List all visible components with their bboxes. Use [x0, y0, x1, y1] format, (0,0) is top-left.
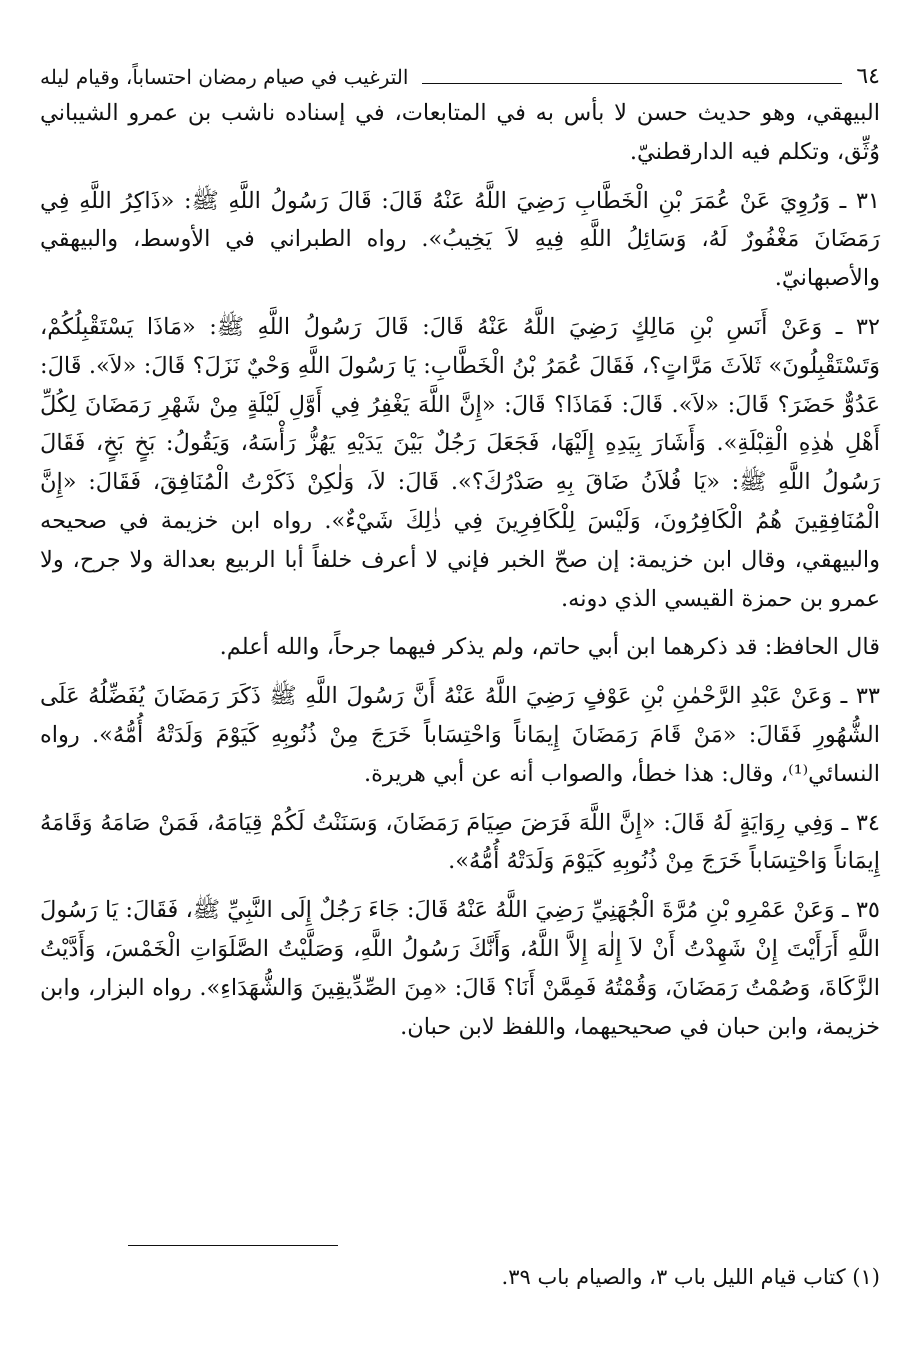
page-body [40, 94, 880, 1046]
footnote: (١) كتاب قيام الليل باب ٣، والصيام باب ٣٩. [501, 1265, 880, 1289]
book-page [40, 56, 880, 1056]
footnote-rule [128, 1245, 338, 1246]
hadith-34: ٣٤ ـ وَفِي رِوَايَةٍ لَهُ قَالَ: «إِنَّ اللَّهَ فَرَضَ صِيَامَ رَمَضَانَ، وَسَنَنْتُ لَكُمْ قِيَامَهُ، فَمَنْ صَامَهُ وَقَامَهُ إِيمَاناً وَاحْتِسَاباً خَرَجَ مِنْ ذُنُوبِهِ كَيَوْمَ وَلَدَتْهُ أُمُّهُ». [40, 809, 880, 875]
running-header [40, 56, 880, 88]
running-title: الترغيب في صيام رمضان احتساباً، وقيام ليله [40, 65, 409, 89]
header-rule [422, 83, 842, 84]
hadith-32: ٣٢ ـ وَعَنْ أَنَسِ بْنِ مَالِكٍ رَضِيَ اللَّهُ عَنْهُ قَالَ: قَالَ رَسُولُ اللَّهِ ﷺ: «مَاذَا يَسْتَقْبِلُكُمْ، وَتَسْتَقْبِلُونَ» ثَلاَثَ مَرَّاتٍ؟، فَقَالَ عُمَرُ بْنُ الْخَطَّابِ: يَا رَسُولَ اللَّهِ وَحْيٌ نَزَلَ؟ قَالَ: «لاَ». قَالَ: عَدُوٌّ حَضَرَ؟ قَالَ: «لاَ». قَالَ: فَمَاذَا؟ قَالَ: «إِنَّ اللَّهَ يَغْفِرُ فِي أَوَّلِ لَيْلَةٍ مِنْ شَهْرِ رَمَضَانَ لِكُلِّ أَهْلِ هٰذِهِ الْقِبْلَةِ». وَأَشَارَ بِيَدِهِ إِلَيْهَا، فَجَعَلَ رَجُلٌ بَيْنَ يَدَيْهِ يَهُزُّ رَأْسَهُ، وَيَقُولُ: بَخٍ بَخٍ، فَقَالَ رَسُولُ اللَّهِ ﷺ: «يَا فُلاَنُ ضَاقَ بِهِ صَدْرُكَ؟». قَالَ: لاَ، وَلٰكِنْ ذَكَرْتُ الْمُنَافِقَ، فَقَالَ: «إِنَّ الْمُنَافِقِينَ هُمُ الْكَافِرُونَ، وَلَيْسَ لِلْكَافِرِينَ فِي ذٰلِكَ شَيْءٌ». رواه ابن خزيمة في صحيحه والبيهقي، وقال ابن خزيمة: إن صحّ الخبر فإني لا أعرف خلفاً أبا الربيع بعدالة ولا جرح، ولا عمرو بن حمزة القيسي الذي دونه. [40, 313, 881, 612]
page-number: ٦٤ [856, 64, 880, 89]
hafiz-note: قال الحافظ: قد ذكرهما ابن أبي حاتم، ولم يذكر فيهما جرحاً، والله أعلم. [219, 634, 880, 661]
hadith-33: ٣٣ ـ وَعَنْ عَبْدِ الرَّحْمٰنِ بْنِ عَوْفٍ رَضِيَ اللَّهُ عَنْهُ أَنَّ رَسُولَ اللَّهِ ﷺ ذَكَرَ رَمَضَانَ يُفَضِّلُهُ عَلَى الشُّهُورِ فَقَالَ: «مَنْ قَامَ رَمَضَانَ إِيمَاناً وَاحْتِسَاباً خَرَجَ مِنْ ذُنُوبِهِ كَيَوْمَ وَلَدَتْهُ أُمُّهُ». رواه النسائي⁽¹⁾، وقال: هذا خطأ، والصواب أنه عن أبي هريرة. [40, 683, 880, 787]
hadith-35: ٣٥ ـ وَعَنْ عَمْرِو بْنِ مُرَّةَ الْجُهَنِيِّ رَضِيَ اللَّهُ عَنْهُ قَالَ: جَاءَ رَجُلٌ إِلَى النَّبِيِّ ﷺ، فَقَالَ: يَا رَسُولَ اللَّهِ أَرَأَيْتَ إِنْ شَهِدْتُ أَنْ لاَ إِلٰهَ إِلاَّ اللَّهُ، وَأَنَّكَ رَسُولُ اللَّهِ، وَصَلَّيْتُ الصَّلَوَاتِ الْخَمْسَ، وَأَدَّيْتُ الزَّكَاةَ، وَصُمْتُ رَمَضَانَ، وَقُمْتُهُ فَمِمَّنْ أَنَا؟ قَالَ: «مِنَ الصِّدِّيقِينَ وَالشُّهَدَاءِ». رواه البزار، وابن خزيمة، وابن حبان في صحيحيهما، واللفظ لابن حبان. [40, 897, 880, 1040]
paragraph-continuation: البيهقي، وهو حديث حسن لا بأس به في المتابعات، في إسناده ناشب بن عمرو الشيباني وُثِّق، وتكلم فيه الدارقطنيّ. [40, 100, 880, 165]
hadith-31: ٣١ ـ وَرُوِيَ عَنْ عُمَرَ بْنِ الْخَطَّابِ رَضِيَ اللَّهُ عَنْهُ قَالَ: قَالَ رَسُولُ اللَّهِ ﷺ: «ذَاكِرُ اللَّهِ فِي رَمَضَانَ مَغْفُورٌ لَهُ، وَسَائِلُ اللَّهِ فِيهِ لاَ يَخِيبُ». رواه الطبراني في الأوسط، والبيهقي والأصبهانيّ. [40, 187, 880, 292]
